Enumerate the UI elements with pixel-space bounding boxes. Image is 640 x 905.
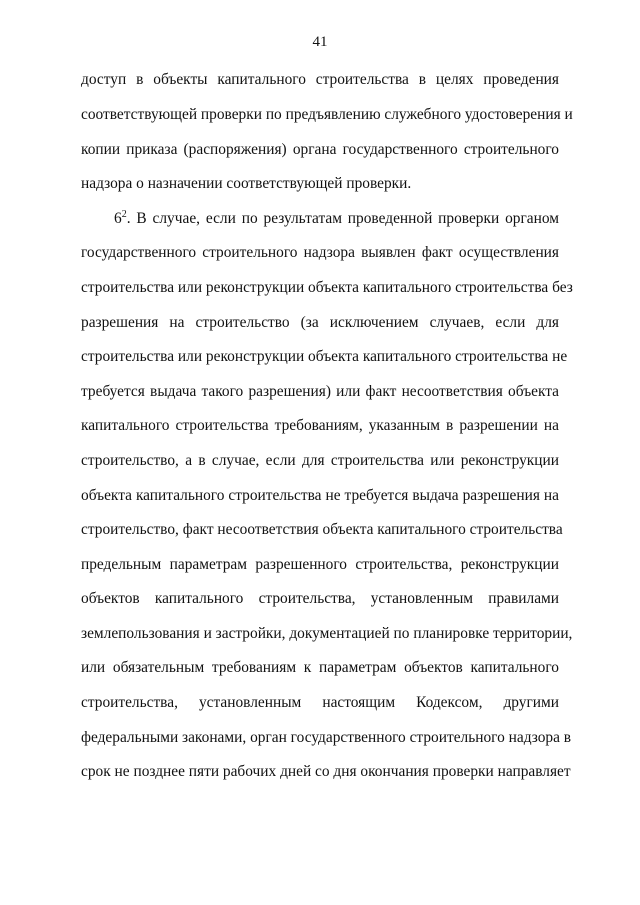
text-line: копии приказа (распоряжения) органа государственного строительного	[81, 141, 559, 158]
text-line: соответствующей проверки по предъявлению служебного удостоверения и	[81, 106, 573, 123]
text-line-first	[114, 209, 559, 229]
page-number: 41	[312, 34, 328, 50]
text-line: землепользования и застройки, документацией по планировке территории,	[81, 625, 573, 642]
item-superscript: 2	[121, 209, 127, 220]
text-line: федеральными законами, орган государственного строительного надзора в	[81, 729, 572, 746]
text-line: разрешения на строительство (за исключением случаев, если для	[81, 314, 559, 331]
item-number: 6	[114, 210, 122, 227]
text-line: надзора о назначении соответствующей проверки.	[81, 175, 412, 192]
text-line: объекта капитального строительства не требуется выдача разрешения на	[81, 487, 559, 504]
first-line-text: . В случае, если по результатам проведенной проверки органом	[126, 210, 559, 227]
text-line: строительство, а в случае, если для строительства или реконструкции	[81, 452, 559, 469]
text-line: объектов капитального строительства, установленным правилами	[81, 590, 559, 607]
text-line: строительства или реконструкции объекта капитального строительства не	[81, 348, 568, 365]
text-line: или обязательным требованиям к параметрам объектов капитального	[81, 659, 559, 676]
text-line: строительства или реконструкции объекта капитального строительства без	[81, 279, 573, 296]
text-line: строительство, факт несоответствия объекта капитального строительства	[81, 521, 563, 538]
text-line: срок не позднее пяти рабочих дней со дня окончания проверки направляет	[81, 763, 571, 780]
text-line: капитального строительства требованиям, указанным в разрешении на	[81, 417, 559, 434]
text-line: государственного строительного надзора выявлен факт осуществления	[81, 244, 559, 261]
text-line: требуется выдача такого разрешения) или факт несоответствия объекта	[81, 383, 559, 400]
text-line: доступ в объекты капитального строительства в целях проведения	[81, 71, 559, 88]
text-line: строительства, установленным настоящим Кодексом, другими	[81, 694, 559, 711]
text-line: предельным параметрам разрешенного строительства, реконструкции	[81, 556, 559, 573]
